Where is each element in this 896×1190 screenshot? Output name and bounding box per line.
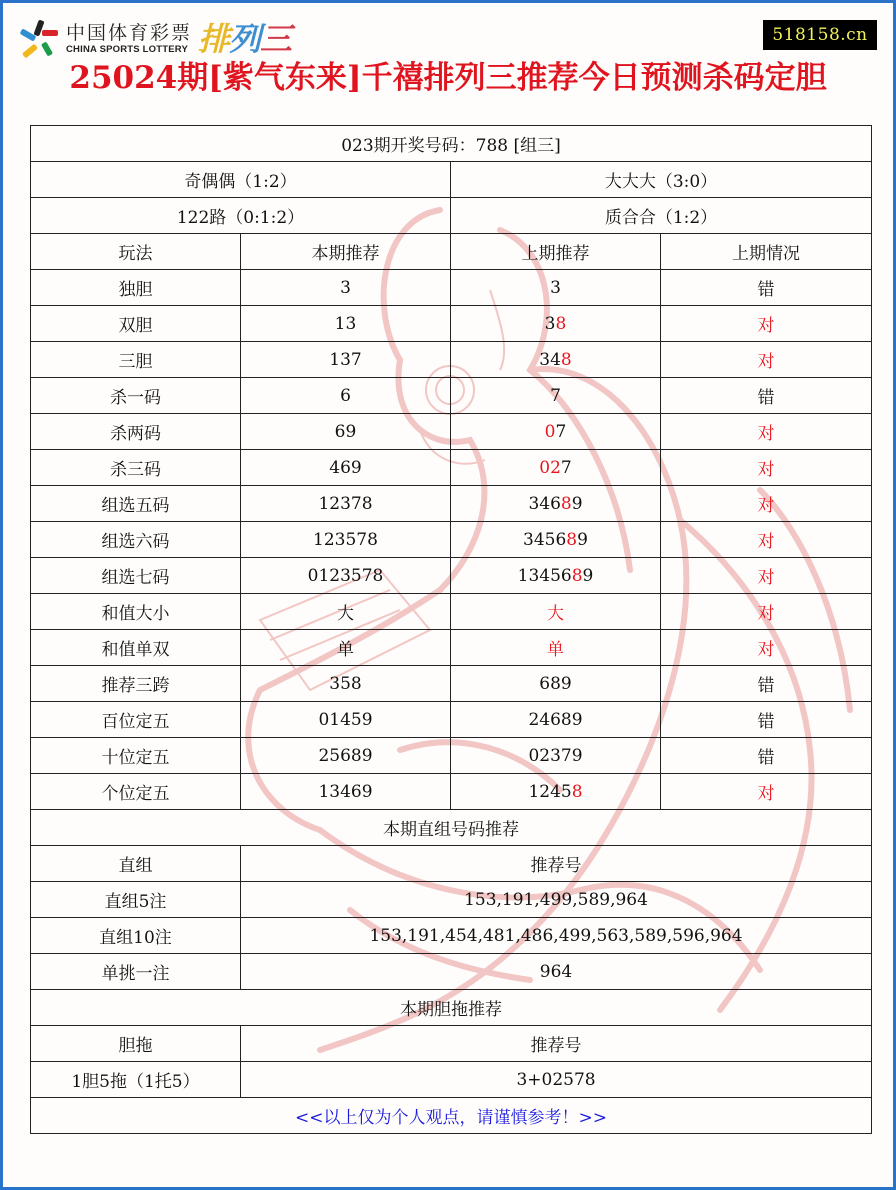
- direct-row-value: 153,191,499,589,964: [241, 882, 872, 918]
- current-recommendation: 6: [241, 378, 451, 414]
- digit: 02379: [528, 745, 583, 766]
- play-type: 和值单双: [31, 630, 241, 666]
- play-type: 组选七码: [31, 558, 241, 594]
- previous-recommendation: [451, 630, 661, 666]
- hit-digit: 单: [547, 640, 564, 660]
- prediction-rows: [31, 270, 872, 810]
- previous-status: 对: [661, 306, 872, 342]
- logo-english-text: CHINA SPORTS LOTTERY: [66, 44, 189, 55]
- current-recommendation: 358: [241, 666, 451, 702]
- current-recommendation: 137: [241, 342, 451, 378]
- previous-recommendation: [451, 702, 661, 738]
- digit: 9: [582, 565, 594, 586]
- page-title: 25024期[紫气东来]千禧排列三推荐今日预测杀码定胆: [69, 60, 827, 96]
- dantuo-section-title-row: [31, 990, 872, 1026]
- footer-note-row: [31, 1098, 872, 1134]
- previous-recommendation: [451, 306, 661, 342]
- digit: 3: [544, 313, 556, 334]
- table-row: [31, 414, 872, 450]
- table-row: [31, 306, 872, 342]
- previous-recommendation: [451, 270, 661, 306]
- direct-row-value: 153,191,454,481,486,499,563,589,596,964: [241, 918, 872, 954]
- table-row: [31, 630, 872, 666]
- digit: 3456: [523, 529, 567, 550]
- big-small-ratio: 大大大（3:0）: [451, 162, 872, 198]
- dantuo-section-title: 本期胆拖推荐: [31, 990, 872, 1026]
- digit: 9: [571, 493, 583, 514]
- dantuo-header-row: [31, 1026, 872, 1062]
- play-type: 双胆: [31, 306, 241, 342]
- previous-status: 对: [661, 558, 872, 594]
- brand-char-1: 排: [198, 20, 230, 58]
- previous-recommendation: [451, 522, 661, 558]
- previous-recommendation: [451, 738, 661, 774]
- digit: 346: [528, 493, 561, 514]
- play-type: 组选六码: [31, 522, 241, 558]
- digit: 9: [577, 529, 588, 550]
- hit-digit: 8: [560, 349, 572, 370]
- play-type: 杀两码: [31, 414, 241, 450]
- table-row: [31, 450, 872, 486]
- digit: 34: [539, 349, 561, 370]
- previous-recommendation: [451, 594, 661, 630]
- digit: 24689: [528, 709, 583, 730]
- table-row: [31, 486, 872, 522]
- hit-digit: 02: [539, 457, 561, 478]
- table-row: [31, 522, 872, 558]
- previous-status: 对: [661, 486, 872, 522]
- brand-char-3: 三: [260, 20, 292, 58]
- digit: 13456: [517, 565, 572, 586]
- play-type: 三胆: [31, 342, 241, 378]
- play-type: 杀一码: [31, 378, 241, 414]
- lottery-star-logo-icon: [18, 18, 62, 60]
- page-header: [0, 0, 896, 110]
- previous-status: 错: [661, 666, 872, 702]
- current-recommendation: 13469: [241, 774, 451, 810]
- digit: 1245: [528, 781, 572, 802]
- dantuo-row-label: 1胆5拖（1托5）: [31, 1062, 241, 1098]
- prime-composite-ratio: 质合合（1:2）: [451, 198, 872, 234]
- logo-chinese-text: 中国体育彩票: [66, 22, 193, 44]
- previous-status: 对: [661, 342, 872, 378]
- pattern-row-1: [31, 162, 872, 198]
- previous-status: 错: [661, 738, 872, 774]
- direct-header-label: 直组: [31, 846, 241, 882]
- direct-row: [31, 918, 872, 954]
- current-recommendation: 123578: [241, 522, 451, 558]
- play-type: 杀三码: [31, 450, 241, 486]
- digit: 7: [550, 385, 561, 406]
- dantuo-row-value: 3+02578: [241, 1062, 872, 1098]
- column-header-previous: 上期推荐: [451, 234, 661, 270]
- previous-recommendation: [451, 558, 661, 594]
- play-type: 个位定五: [31, 774, 241, 810]
- current-recommendation: 01459: [241, 702, 451, 738]
- play-type: 和值大小: [31, 594, 241, 630]
- digit: 7: [555, 421, 567, 442]
- previous-recommendation: [451, 486, 661, 522]
- hit-digit: 8: [555, 313, 567, 334]
- table-row: [31, 666, 872, 702]
- current-recommendation: 3: [241, 270, 451, 306]
- disclaimer-note: <<以上仅为个人观点，请谨慎参考！>>: [31, 1098, 872, 1134]
- direct-header-value: 推荐号: [241, 846, 872, 882]
- route-ratio: 122路（0:1:2）: [31, 198, 451, 234]
- previous-status: 错: [661, 378, 872, 414]
- direct-row: [31, 882, 872, 918]
- table-row: [31, 378, 872, 414]
- column-header-play: 玩法: [31, 234, 241, 270]
- direct-row-label: 单挑一注: [31, 954, 241, 990]
- pailie3-brand-logo: [198, 19, 291, 59]
- hit-digit: 8: [560, 493, 572, 514]
- logo-wordmark: [66, 22, 192, 56]
- direct-row-label: 直组5注: [31, 882, 241, 918]
- hit-digit: 8: [571, 781, 583, 802]
- table-row: [31, 558, 872, 594]
- table-row: [31, 342, 872, 378]
- table-row: [31, 738, 872, 774]
- column-header-status: 上期情况: [661, 234, 872, 270]
- play-type: 组选五码: [31, 486, 241, 522]
- digit: 7: [560, 457, 572, 478]
- dantuo-header-value: 推荐号: [241, 1026, 872, 1062]
- previous-recommendation: [451, 378, 661, 414]
- hit-digit: 8: [566, 529, 578, 550]
- pattern-row-2: [31, 198, 872, 234]
- digit: 689: [539, 673, 572, 694]
- hit-digit: 大: [547, 604, 564, 624]
- direct-row: [31, 954, 872, 990]
- current-recommendation: 13: [241, 306, 451, 342]
- table-row: [31, 270, 872, 306]
- dantuo-row: [31, 1062, 872, 1098]
- previous-status: 对: [661, 450, 872, 486]
- current-recommendation: 大: [241, 594, 451, 630]
- hit-digit: 0: [544, 421, 556, 442]
- previous-status: 对: [661, 630, 872, 666]
- table-header-row: [31, 234, 872, 270]
- direct-header-row: [31, 846, 872, 882]
- previous-recommendation: [451, 342, 661, 378]
- play-type: 独胆: [31, 270, 241, 306]
- play-type: 十位定五: [31, 738, 241, 774]
- previous-status: 对: [661, 594, 872, 630]
- brand-char-2: 列: [229, 20, 261, 58]
- table-row: [31, 594, 872, 630]
- direct-section-title: 本期直组号码推荐: [31, 810, 872, 846]
- odd-even-ratio: 奇偶偶（1:2）: [31, 162, 451, 198]
- digit: 3: [550, 277, 561, 298]
- play-type: 百位定五: [31, 702, 241, 738]
- current-recommendation: 25689: [241, 738, 451, 774]
- current-recommendation: 0123578: [241, 558, 451, 594]
- table-row: [31, 774, 872, 810]
- previous-recommendation: [451, 414, 661, 450]
- previous-status: 对: [661, 774, 872, 810]
- current-recommendation: 12378: [241, 486, 451, 522]
- direct-row-value: 964: [241, 954, 872, 990]
- current-recommendation: 69: [241, 414, 451, 450]
- china-sports-lottery-logo: [18, 18, 291, 60]
- hit-digit: 8: [571, 565, 583, 586]
- previous-status: 对: [661, 414, 872, 450]
- column-header-current: 本期推荐: [241, 234, 451, 270]
- previous-recommendation: [451, 666, 661, 702]
- current-recommendation: 单: [241, 630, 451, 666]
- site-domain-badge[interactable]: 518158.cn: [763, 20, 877, 50]
- table-row: [31, 702, 872, 738]
- direct-section-title-row: [31, 810, 872, 846]
- draw-result-row: [31, 126, 872, 162]
- previous-status: 错: [661, 270, 872, 306]
- current-recommendation: 469: [241, 450, 451, 486]
- direct-row-label: 直组10注: [31, 918, 241, 954]
- prediction-table: [30, 125, 872, 1134]
- dantuo-header-label: 胆拖: [31, 1026, 241, 1062]
- previous-status: 错: [661, 702, 872, 738]
- previous-recommendation: [451, 450, 661, 486]
- draw-result: 023期开奖号码：788 [组三]: [31, 126, 872, 162]
- previous-recommendation: [451, 774, 661, 810]
- play-type: 推荐三跨: [31, 666, 241, 702]
- previous-status: 对: [661, 522, 872, 558]
